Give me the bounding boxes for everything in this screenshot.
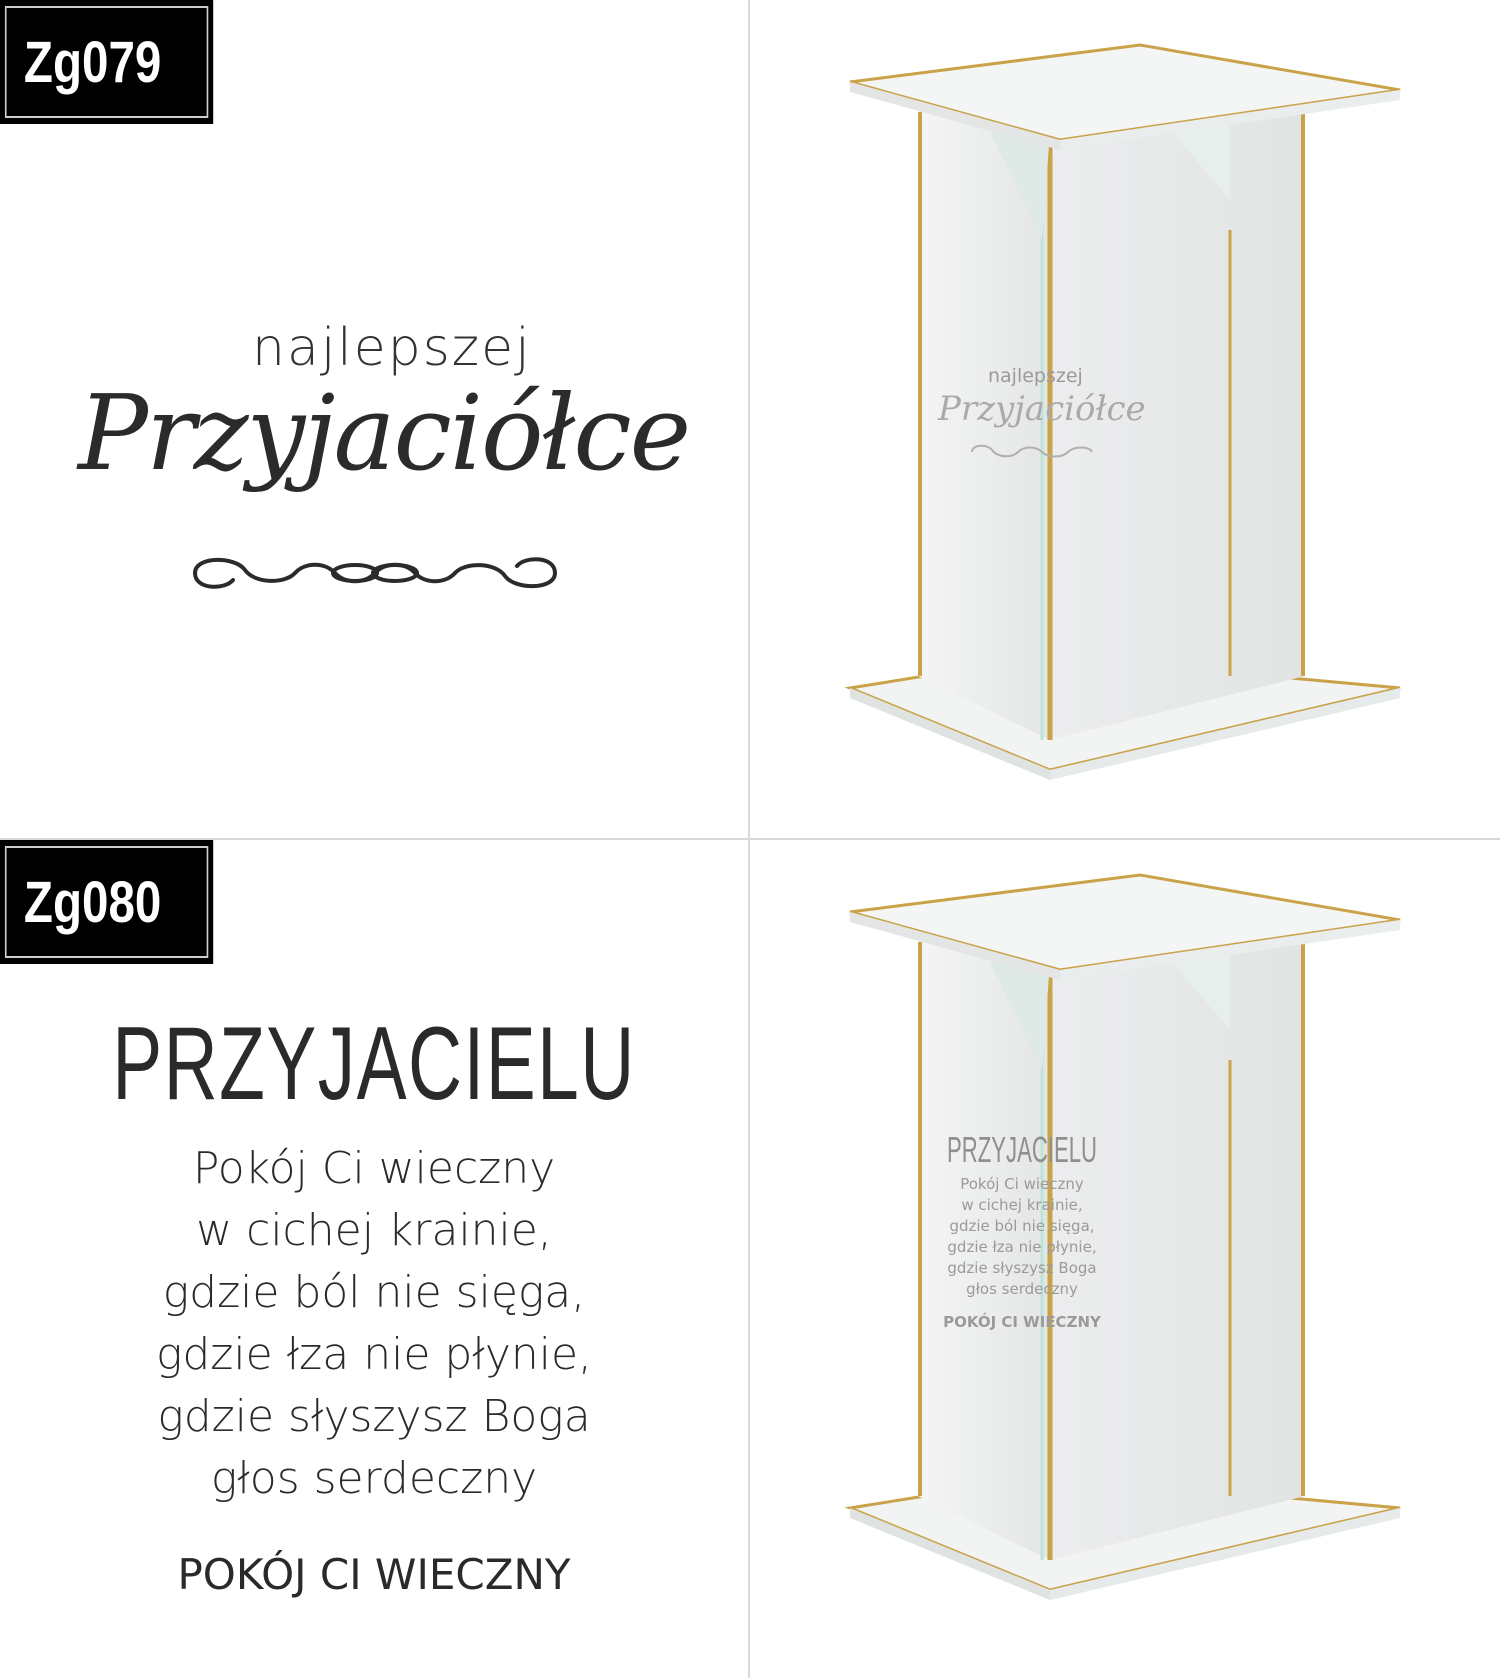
glass-lantern-stand-image [750, 840, 1500, 1678]
verse-line: gdzie łza nie płynie, [155, 1329, 593, 1380]
product-zg079-photo [750, 0, 1500, 838]
product-zg080-photo [750, 840, 1500, 1678]
stand-verse-line: gdzie ból nie sięga, [949, 1217, 1095, 1235]
engraving-line-1: najlepszej [252, 318, 532, 378]
stand-verse-line: gdzie słyszysz Boga [947, 1259, 1097, 1277]
verse-line: w cichej krainie, [196, 1205, 552, 1256]
engraving-verse [0, 1138, 748, 1510]
stand-engraving-line-1: najlepszej [988, 365, 1083, 387]
product-code: Zg079 [23, 29, 162, 95]
engraving-script-line: Przyjaciółce [78, 372, 690, 494]
engraving-footer: POKÓJ CI WIECZNY [177, 1550, 571, 1599]
stand-engraving-script: Przyjaciółce [938, 389, 1146, 429]
glass-lantern-stand-image [750, 0, 1500, 838]
stand-engraving-footer: POKÓJ CI WIECZNY [943, 1313, 1101, 1331]
product-zg079-design [0, 0, 748, 838]
product-zg080-design [0, 840, 748, 1678]
stand-engraving-title: PRZYJACIELU [947, 1129, 1097, 1170]
verse-line: gdzie ból nie sięga, [162, 1267, 586, 1318]
product-code-badge [0, 840, 213, 964]
product-code: Zg080 [23, 869, 162, 935]
product-code-badge [0, 0, 213, 124]
stand-verse-line: gdzie łza nie płynie, [947, 1238, 1097, 1256]
verse-line: głos serdeczny [210, 1453, 538, 1504]
flourish-ornament-icon [185, 548, 565, 598]
verse-line: Pokój Ci wieczny [192, 1143, 556, 1194]
engraving-title: PRZYJACIELU [112, 1006, 636, 1122]
stand-verse-line: w cichej krainie, [961, 1196, 1083, 1214]
verse-line: gdzie słyszysz Boga [157, 1391, 591, 1442]
stand-verse-line: Pokój Ci wieczny [960, 1175, 1084, 1193]
stand-verse-line: głos serdeczny [966, 1280, 1078, 1298]
